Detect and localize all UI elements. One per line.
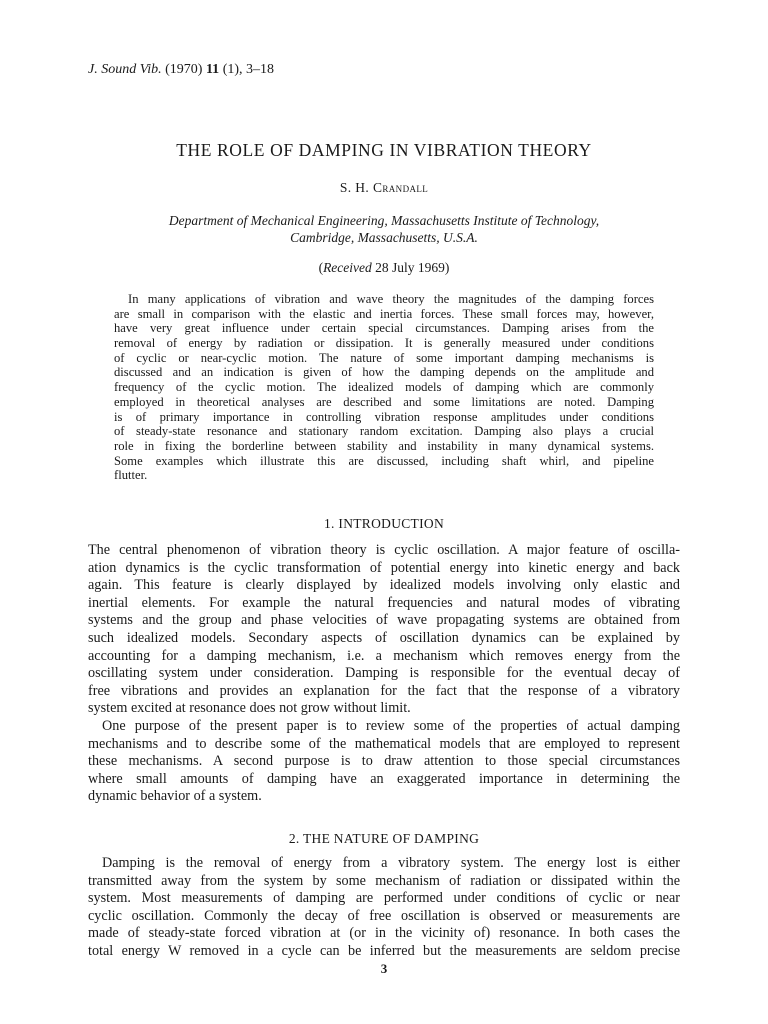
journal-citation (88, 62, 274, 78)
text-line: cyclic oscillation. Commonly the decay of free oscillation is observed or measurements are (88, 907, 680, 924)
text-line: systems and the group and phase velocities of wave propagating systems are obtained from (88, 612, 680, 629)
section-heading-introduction: 1. INTRODUCTION (324, 516, 444, 531)
text-line: free vibrations and provides an explanation for the fact that the response of a vibratory (88, 682, 680, 699)
text-line: accounting for a damping mechanism, i.e. a mechanism which removes energy from the (88, 647, 680, 664)
text-line: made of steady-state forced vibration at (or in the vicinity of) resonance. In both cases the (88, 925, 680, 942)
text-line: In many applications of vibration and wave theory the magnitudes of the damping forces (128, 292, 654, 306)
text-line: Some examples which illustrate this are discussed, including shaft whirl, and pipeline (114, 453, 654, 468)
text-line: of steady-state resonance and stationary random excitation. Damping also plays a crucial (114, 424, 654, 439)
text-line: of cyclic or near-cyclic motion. The nature of some important damping mechanisms is (114, 350, 654, 365)
received-year: 1969) (417, 260, 450, 275)
text-line: The central phenomenon of vibration theory is cyclic oscillation. A major feature of oscilla- (88, 542, 680, 558)
text-line: Damping is the removal of energy from a vibratory system. The energy lost is either (102, 855, 680, 871)
text-line: again. This feature is clearly displayed by idealized models involving only elastic and (88, 577, 680, 594)
paper-title: THE ROLE OF DAMPING IN VIBRATION THEORY (176, 140, 592, 160)
journal-pages: (1), 3–18 (222, 62, 275, 77)
text-line: mechanisms and to describe some of the mathematical models that are employed to represent (88, 735, 680, 752)
page-number: 3 (380, 961, 388, 976)
text-line: frequency of the cyclic motion. The idealized models of damping which are commonly (114, 380, 654, 395)
text-line: ation dynamics is the cyclic transformation of potential energy into kinetic energy and back (88, 559, 680, 576)
text-line: oscillating system under consideration. Damping is responsible for the eventual decay of (88, 665, 680, 682)
text-line: is of primary importance in controlling vibration response amplitudes under conditions (114, 409, 654, 424)
received-label: Received (323, 260, 372, 275)
text-line: flutter. (114, 468, 148, 483)
author-affiliation (100, 212, 668, 246)
text-line: total energy W removed in a cycle can be inferred but the measurements are seldom precise (88, 942, 680, 959)
text-line: are small in comparison with the elastic and inertia forces. These small forces may, however, (114, 306, 654, 321)
nature-of-damping-text (88, 855, 680, 961)
text-line: where small amounts of damping have an exaggerated importance in determining the (88, 770, 680, 787)
introduction-text (88, 542, 680, 806)
received-open-paren: ( (318, 260, 324, 275)
received-day-month: 28 July (375, 260, 415, 275)
text-line: inertial elements. For example the natural frequencies and natural modes of vibrating (88, 594, 680, 611)
text-line: such idealized models. Secondary aspects of oscillation dynamics can be explained by (88, 629, 680, 646)
text-line: dynamic behavior of a system. (88, 788, 262, 805)
journal-year: (1970) (165, 62, 203, 77)
text-line: employed in theoretical analyses are described and some limitations are noted. Damping (114, 394, 654, 409)
received-date (0, 260, 768, 276)
text-line: discussed and an indication is given of how the damping depends on the amplitude and (114, 365, 654, 380)
affiliation-line: Cambridge, Massachusetts, U.S.A. (290, 230, 478, 245)
text-line: system excited at resonance does not grow without limit. (88, 700, 411, 717)
text-line: have very great influence under certain special circumstances. Damping arises from the (114, 321, 654, 336)
paper-author: S. H. Crandall (339, 180, 429, 195)
text-line: these mechanisms. A second purpose is to draw attention to those special circumstances (88, 753, 680, 770)
text-line: system. Most measurements of damping are performed under conditions of cyclic or near (88, 890, 680, 907)
journal-volume: 11 (205, 62, 220, 77)
section-heading-nature-of-damping: 2. THE NATURE OF DAMPING (288, 831, 480, 846)
affiliation-line: Department of Mechanical Engineering, Massachusetts Institute of Technology, (168, 213, 600, 228)
abstract (114, 292, 654, 483)
text-line: One purpose of the present paper is to review some of the properties of actual damping (102, 717, 680, 734)
text-line: role in fixing the borderline between stability and instability in many dynamical systems. (114, 438, 654, 453)
journal-name: J. Sound Vib. (88, 62, 162, 77)
text-line: removal of energy by radiation or dissipation. It is generally measured under conditions (114, 336, 654, 351)
text-line: transmitted away from the system by some mechanism of radiation or dissipated within the (88, 872, 680, 889)
